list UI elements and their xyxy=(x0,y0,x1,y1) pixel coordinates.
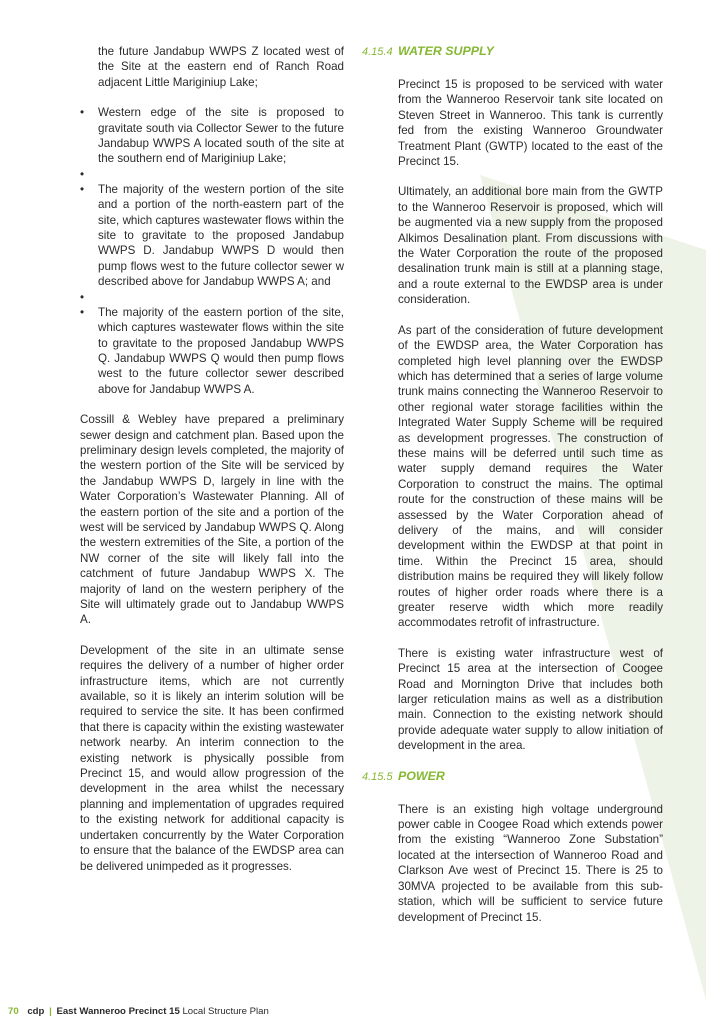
body-paragraph: As part of the consideration of future development of the EWDSP area, the Water Corporation has completed high level planning over the EWDSP which has determined that a series of large volume trunk mains connecting the Wanneroo Reservoir to other regional water storage facilities within the Integrated Water Supply Scheme will be required as development progresses. The construction of these mains will be deferred until such time as water supply demand requires the Water Corporation to construct the mains. The optimal route for the construction of these mains will be assessed by the Water Corporation ahead of delivery of the mains, and will consider development within the EWDSP at that point in time. Within the Precinct 15 area, should distribution mains be required they will likely follow routes of higher order roads where there is a greater reserve width which more readily accommodates retrofit of infrastructure. xyxy=(398,323,663,630)
list-item: • The majority of the eastern portion of the site, which captures wastewater flows within the site to gravitate to the proposed Jandabup WWPS Q. Jandabup WWPS Q would then pump flows west to the future collector sewer described above for Jandabup WWPS A. xyxy=(80,305,344,397)
sewer-bullet-list xyxy=(80,105,344,397)
brand-name: cdp xyxy=(27,1006,45,1017)
left-column xyxy=(80,44,344,874)
section-number: 4.15.4 xyxy=(362,46,393,58)
body-paragraph: There is existing water infrastructure west of Precinct 15 area at the intersection of Coogee Road and Mornington Drive that includes both larger reticulation mains as well as a distribution main. Connection to the existing network should provide adequate water supply to allow initiation of development in the area. xyxy=(398,646,663,753)
list-continuation: the future Jandabup WWPS Z located west of the Site at the eastern end of Ranch Road adjacent Little Mariginiup Lake; xyxy=(98,45,344,89)
body-paragraph: There is an existing high voltage underground power cable in Coogee Road which extends power from the existing “Wanneroo Zone Substation” located at the intersection of Wanneroo Road and Clarkson Ave west of Precinct 15. There is 25 to 30MVA projected to be available from this sub-station, which will be sufficient to service future development of Precinct 15. xyxy=(398,802,663,924)
body-paragraph: Ultimately, an additional bore main from the GWTP to the Wanneroo Reservoir is proposed, which will be augmented via a new supply from the proposed Alkimos Desalination plant. From discussions with the Water Corporation the route of the proposed desalination trunk main is still at a planning stage, and a route external to the EWDSP area is under consideration. xyxy=(398,185,663,307)
project-name: East Wanneroo Precinct 15 xyxy=(56,1006,180,1017)
list-item: • Western edge of the site is proposed to gravitate south via Collector Sewer to the future Jandabup WWPS A located south of the site at the southern end of Mariginiup Lake; xyxy=(80,105,344,167)
page-footer xyxy=(8,1004,269,1019)
sewer-design-paragraph: Cossill & Webley have prepared a preliminary sewer design and catchment plan. Based upon the preliminary design levels completed, the majority of the western portion of the Site will be serviced by the Jandabup WWPS D, largely in line with the Water Corporation’s Wastewater Planning. All of the eastern portion of the site and a portion of the west will be serviced by Jandabup WWPS Q. Along the western extremities of the Site, a portion of the NW corner of the site will likely fall into the catchment of future Jandabup WWPS X. The majority of land on the western periphery of the Site will ultimately grade out to Jandabup WWPS A. xyxy=(80,413,344,627)
body-paragraph: Precinct 15 is proposed to be serviced with water from the Wanneroo Reservoir tank site located on Steven Street in Wanneroo. This tank is currently fed from the existing Wanneroo Groundwater Treatment Plant (GWTP) located to the east of the Precinct 15. xyxy=(398,78,663,169)
water-supply-body xyxy=(362,77,663,754)
power-body xyxy=(362,802,663,925)
section-heading-power xyxy=(362,769,663,787)
section-title: POWER xyxy=(398,768,445,783)
footer-separator: | xyxy=(49,1006,52,1017)
section-heading-water-supply xyxy=(362,44,663,62)
page-number: 70 xyxy=(8,1006,19,1017)
list-item: • The majority of the western portion of the site and a portion of the north-eastern part of the site, which captures wastewater flows within the site to gravitate to the proposed Jandabup WWPS D. Jandabup WWPS D would then pump flows west to the future collector sewer w described above for Jandabup WWPS A; and xyxy=(80,182,344,290)
right-column xyxy=(362,44,663,925)
section-title: WATER SUPPLY xyxy=(398,44,494,58)
document-name: Local Structure Plan xyxy=(182,1006,269,1017)
section-number: 4.15.5 xyxy=(362,770,393,783)
interim-solution-paragraph: Development of the site in an ultimate sense requires the delivery of a number of higher order infrastructure items, which are not currently available, so it is likely an interim solution will be required to service the site. It has been confirmed that there is capacity within the existing wastewater network nearby. An interim connection to the existing network is physically possible from Precinct 15, and would allow progression of the development in the area whilst the necessary planning and implementation of upgrades required to the existing network for additional capacity is undertaken concurrently by the Water Corporation to ensure that the balance of the EWDSP area can be delivered unimpeded as it progresses. xyxy=(80,643,344,873)
